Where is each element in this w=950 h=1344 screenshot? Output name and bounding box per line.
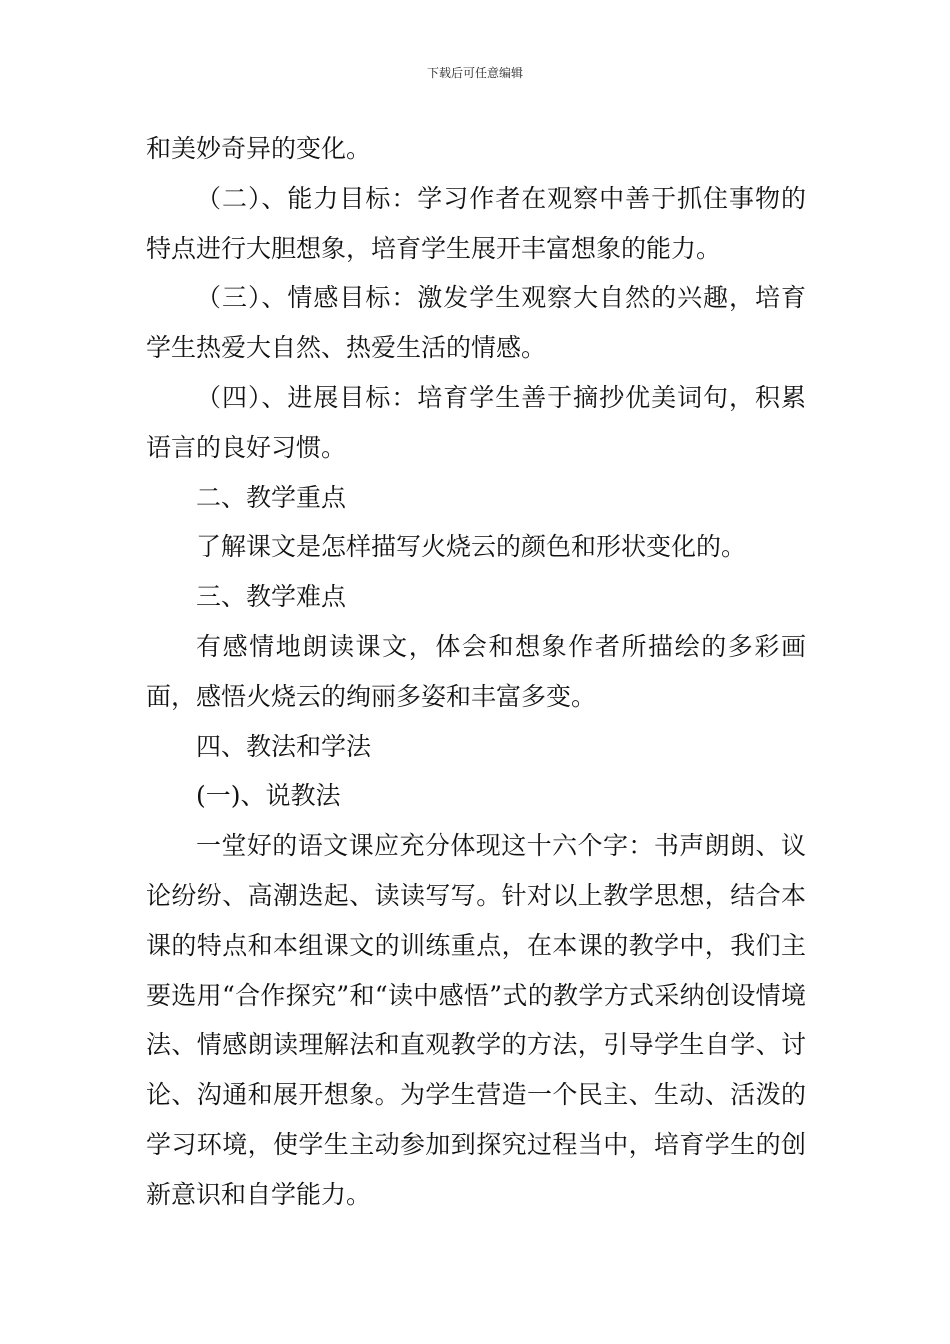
paragraph-teaching-difficulty: 有感情地朗读课文，体会和想象作者所描绘的多彩画面，感悟火烧云的绚丽多姿和丰富多变。	[146, 631, 806, 711]
paragraph-emotion-goal: （三）、情感目标：激发学生观察大自然的兴趣，培育学生热爱大自然、热爱生活的情感。	[146, 283, 806, 363]
paragraph-development-goal: （四）、进展目标：培育学生善于摘抄优美词句，积累语言的良好习惯。	[146, 382, 806, 462]
heading-teaching-difficulty: 三、教学难点	[196, 582, 347, 612]
heading-teaching-focus: 二、教学重点	[196, 482, 347, 512]
paragraph-teaching-method: 一堂好的语文课应充分体现这十六个字：书声朗朗、议论纷纷、高潮迭起、读读写写。针对以上教学思想，结合本课的特点和本组课文的训练重点，在本课的教学中，我们主要选用“合作探究”和“读中感悟”式的教学方式采纳创设情境法、情感朗读理解法和直观教学的方法，引导学生自学、讨论、沟通和展开想象。为学生营造一个民主、生动、活泼的学习环境，使学生主动参加到探究过程当中，培育学生的创新意识和自学能力。	[146, 831, 806, 1209]
page-header: 下载后可任意编辑	[426, 66, 523, 80]
document-body	[146, 124, 806, 1220]
paragraph-teaching-focus: 了解课文是怎样描写火烧云的颜色和形状变化的。	[196, 532, 747, 562]
paragraph-ability-goal: （二）、能力目标：学习作者在观察中善于抓住事物的特点进行大胆想象，培育学生展开丰富想象的能力。	[146, 183, 806, 263]
heading-teaching-method: (一)、说教法	[196, 781, 341, 811]
paragraph-continuation: 和美妙奇异的变化。	[146, 134, 372, 163]
heading-methods: 四、教法和学法	[196, 731, 372, 761]
